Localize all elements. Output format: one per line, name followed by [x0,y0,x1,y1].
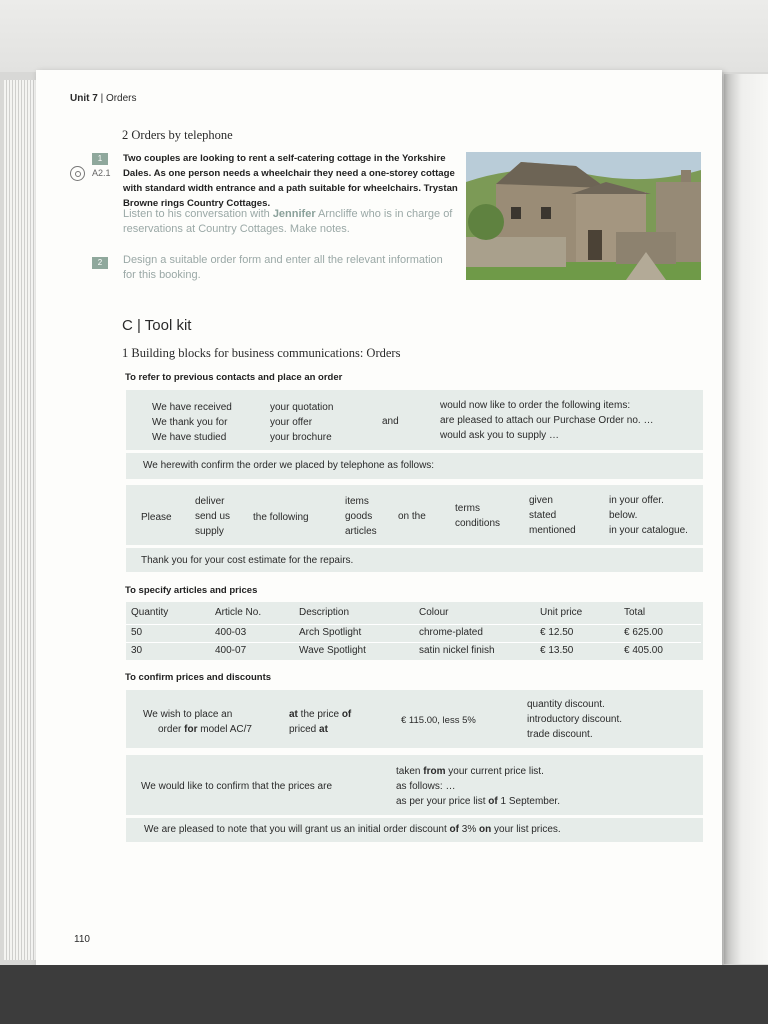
phrase: articles [345,526,377,537]
box4-options [396,764,560,809]
phrase [289,722,351,737]
phrase: stated [529,510,557,521]
phrase-bold: of [341,709,352,720]
box2-on-the: on the [398,511,426,522]
box2-please: Please [141,512,172,523]
box2-verbs [195,494,230,539]
phrase-part: 3% [459,824,480,835]
table-cell: 30 [131,645,143,656]
phrase: deliver [195,496,225,507]
table-header-row [126,605,701,622]
table-cell: € 12.50 [540,627,574,638]
table-cell: 400-03 [215,627,247,638]
table-cell: satin nickel finish [419,645,495,656]
phrase: mentioned [529,525,576,536]
table-header: Colour [419,607,449,618]
phrase-part: priced [289,724,320,735]
box1-and: and [382,416,399,427]
table-header: Article No. [215,607,262,618]
table-row [126,624,701,642]
phrase-bold: for [184,724,198,735]
phrase-bold: at [319,724,328,735]
phrase: would ask you to supply … [440,430,559,441]
phrase: items [345,496,369,507]
phrase: terms [455,503,480,514]
phrase: We have received [152,402,232,413]
audio-cd-icon [70,166,85,181]
phrase: goods [345,511,373,522]
box2-given [529,493,576,538]
header-title: Orders [105,93,137,104]
listen-text-a: Listen to his conversation with [123,208,273,220]
phrase [143,722,252,737]
table-header: Description [299,607,350,618]
box3-place [143,707,252,737]
table-cell: Wave Spotlight [299,645,366,656]
table-row [126,642,701,660]
label-refer: To refer to previous contacts and place an order [125,372,343,383]
listen-instruction [123,207,463,237]
phrase: trade discount. [527,729,593,740]
phrase-bold: at [289,709,298,720]
design-instruction: Design a suitable order form and enter all the relevant information for this booking. [123,254,443,281]
phrase-part: model AC/7 [197,724,252,735]
phrase-part: your list prices. [491,824,561,835]
phrase: given [529,495,553,506]
table-cell: 400-07 [215,645,247,656]
table-header: Unit price [540,607,583,618]
box3-discounts [527,697,622,742]
phrase-bold: from [423,766,446,777]
scanner-bed [0,965,768,1024]
phrase-part: order [158,724,185,735]
phrase: in your offer. [609,495,664,506]
header-separator: | [100,93,104,104]
phrase-bold: of [449,824,459,835]
phrase-part: We are pleased to note that you will grant us an initial order discount [144,824,450,835]
table-cell: € 405.00 [624,645,663,656]
section-title: 2 Orders by telephone [122,128,233,142]
unit-label: Unit 7 [70,93,98,104]
box2-items [345,494,377,539]
phrase-part: the price [297,709,342,720]
phrase: introductory discount. [527,714,623,725]
box2-terms [455,501,500,531]
cottage-photo [466,152,701,280]
phrase: We thank you for [152,417,228,428]
page-number: 110 [74,934,90,945]
table-header: Quantity [131,607,169,618]
running-header [70,93,137,104]
phrase: are pleased to attach our Purchase Order no. … [440,415,654,426]
phrase: your offer [270,417,313,428]
task-number-badge: 1 [92,153,108,165]
task-intro: Two couples are looking to rent a self-catering cottage in the Yorkshire Dales. As one person needs a wheelchair they need a one-storey cottage with standard width entrance and a path suitable for wheelchairs. Trystan Browne rings Country Cottages. [123,153,458,209]
phrase [396,764,560,779]
scanner-background [0,0,768,72]
audio-track-label: A2.1 [92,168,111,178]
task-number-badge-2: 2 [92,257,108,269]
listen-name: Jennifer [272,208,316,220]
box1-col2 [270,400,333,445]
box2-where [609,493,688,538]
herewith-sentence: We herewith confirm the order we placed by telephone as follows: [143,460,435,471]
phrase: We have studied [152,432,227,443]
listen-text-b: Arncliffe who is in charge of reservations at Country Cottages. Make notes. [123,208,453,235]
phrase: would now like to order the following items: [440,400,631,411]
discount-sentence [144,822,561,837]
toolkit-subtitle: 1 Building blocks for business communications: Orders [122,346,401,360]
toolkit-title: C | Tool kit [122,317,192,334]
box3-price [289,707,351,737]
box1-col3 [440,398,653,443]
box2-following: the following [253,512,309,523]
phrase-part: as per your price list [396,796,489,807]
page-stack-edges [4,80,38,960]
phrase: quantity discount. [527,699,605,710]
table-cell: 50 [131,627,143,638]
phrase [289,707,351,722]
table-cell: chrome-plated [419,627,483,638]
facing-page-edge [724,74,768,964]
table-header: Total [624,607,646,618]
phrase-part: 1 September. [497,796,560,807]
table-cell: € 625.00 [624,627,663,638]
table-cell: Arch Spotlight [299,627,362,638]
phrase: your brochure [270,432,332,443]
thanks-sentence: Thank you for your cost estimate for the repairs. [141,555,354,566]
phrase: supply [195,526,224,537]
label-specify: To specify articles and prices [125,585,258,596]
phrase: in your catalogue. [609,525,688,536]
phrase: as follows: … [396,781,456,792]
phrase-part: your current price list. [445,766,544,777]
phrase: your quotation [270,402,334,413]
table-cell: € 13.50 [540,645,574,656]
box3-amount: € 115.00, less 5% [401,715,476,726]
label-confirm: To confirm prices and discounts [125,672,272,683]
box4-confirm: We would like to confirm that the prices are [141,781,333,792]
phrase [396,794,560,809]
phrase-bold: on [479,824,492,835]
box1-col1 [152,400,232,445]
phrase: below. [609,510,638,521]
phrase: We wish to place an [143,709,233,720]
phrase-part: taken [396,766,424,777]
phrase-bold: of [488,796,498,807]
phrase: conditions [455,518,501,529]
phrase: send us [195,511,231,522]
